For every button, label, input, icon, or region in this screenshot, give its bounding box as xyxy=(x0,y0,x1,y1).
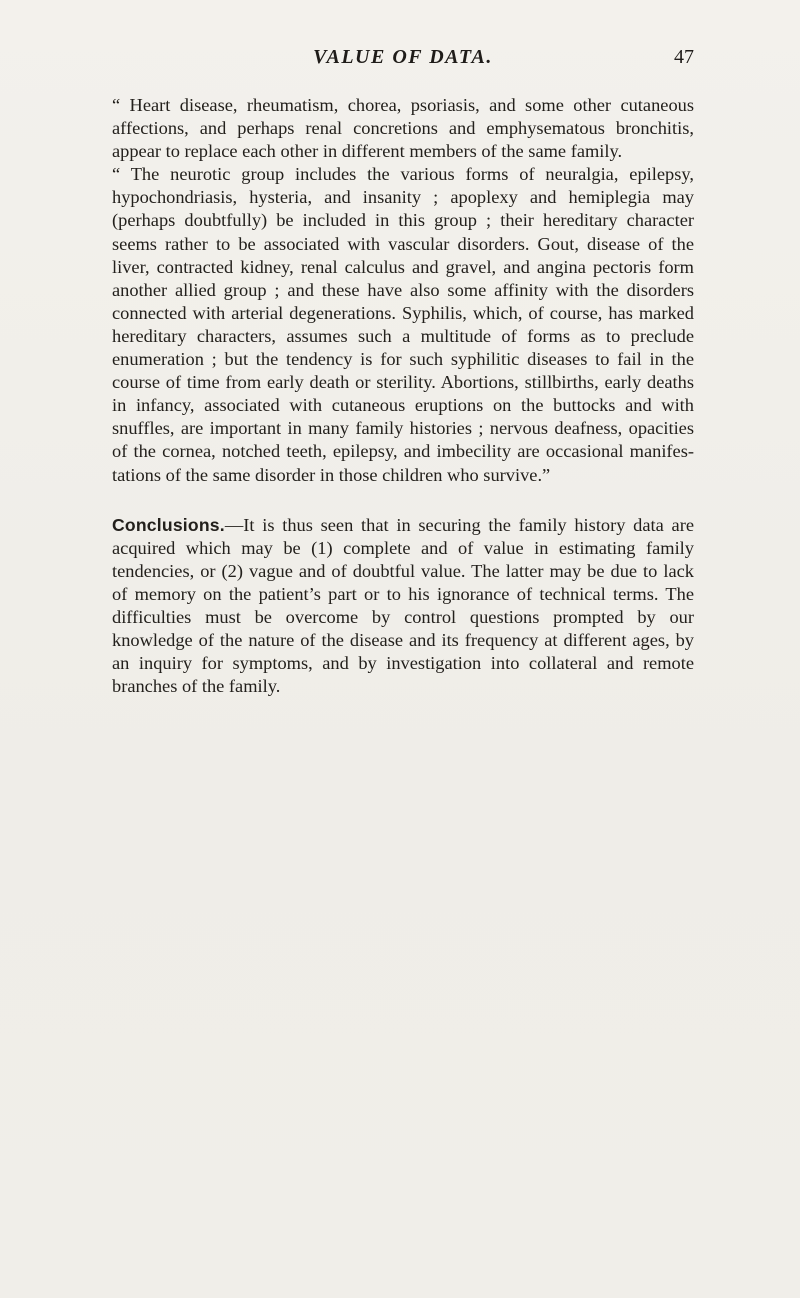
running-head xyxy=(112,46,694,74)
quote-paragraph-neurotic-group: “ The neurotic group includes the various forms of neuralgia, epilepsy, hypochondriasis, hysteria, and insanity ; apoplexy and hemiplegia may (perhaps doubtfully) be included in this group ; their hereditary character seems rather to be associated with vascular disorders. Gout, disease of the liver, contracted kidney, renal calculus and gravel, and angina pectoris form another allied group ; and these have also some affinity with the disorders connected with arterial degenerations. Syphilis, which, of course, has marked hereditary characters, assumes such a multitude of forms as to preclude enumeration ; but the tendency is for such syphilitic diseases to fail in the course of time from early death or sterility. Abortions, stillbirths, early deaths in infancy, associated with cutaneous eruptions on the buttocks and with snuffles, are important in many family histories ; nervous deafness, opacities of the cornea, notched teeth, epilepsy, and imbecility are occasional manifestations of the same disorder in those children who survive.” xyxy=(112,164,694,485)
page-number: 47 xyxy=(674,46,694,68)
conclusions-heading: Conclusions. xyxy=(112,514,225,535)
quote-paragraph-heart-disease: “ Heart disease, rheumatism, chorea, psoriasis, and some other cutaneous affections, and perhaps renal concretions and emphysematous bronchitis, appear to replace each other in different members of the same family. xyxy=(112,95,694,162)
conclusions-text: —It is thus seen that in securing the family history data are acquired which may be (1) complete and of value in estimating family tendencies, or (2) vague and of doubtful value. The latter may be due to lack of memory on the patient’s part or to his ignorance of technical terms. The difficulties must be overcome by control questions prompted by our knowledge of the nature of the disease and its frequency at different ages, by an inquiry for symptoms, and by investigation into collateral and remote branches of the family. xyxy=(112,514,694,697)
paragraph-spacer xyxy=(112,487,694,514)
conclusions-paragraph xyxy=(112,514,694,699)
running-title: VALUE OF DATA. xyxy=(313,46,493,68)
body-text xyxy=(112,94,694,698)
